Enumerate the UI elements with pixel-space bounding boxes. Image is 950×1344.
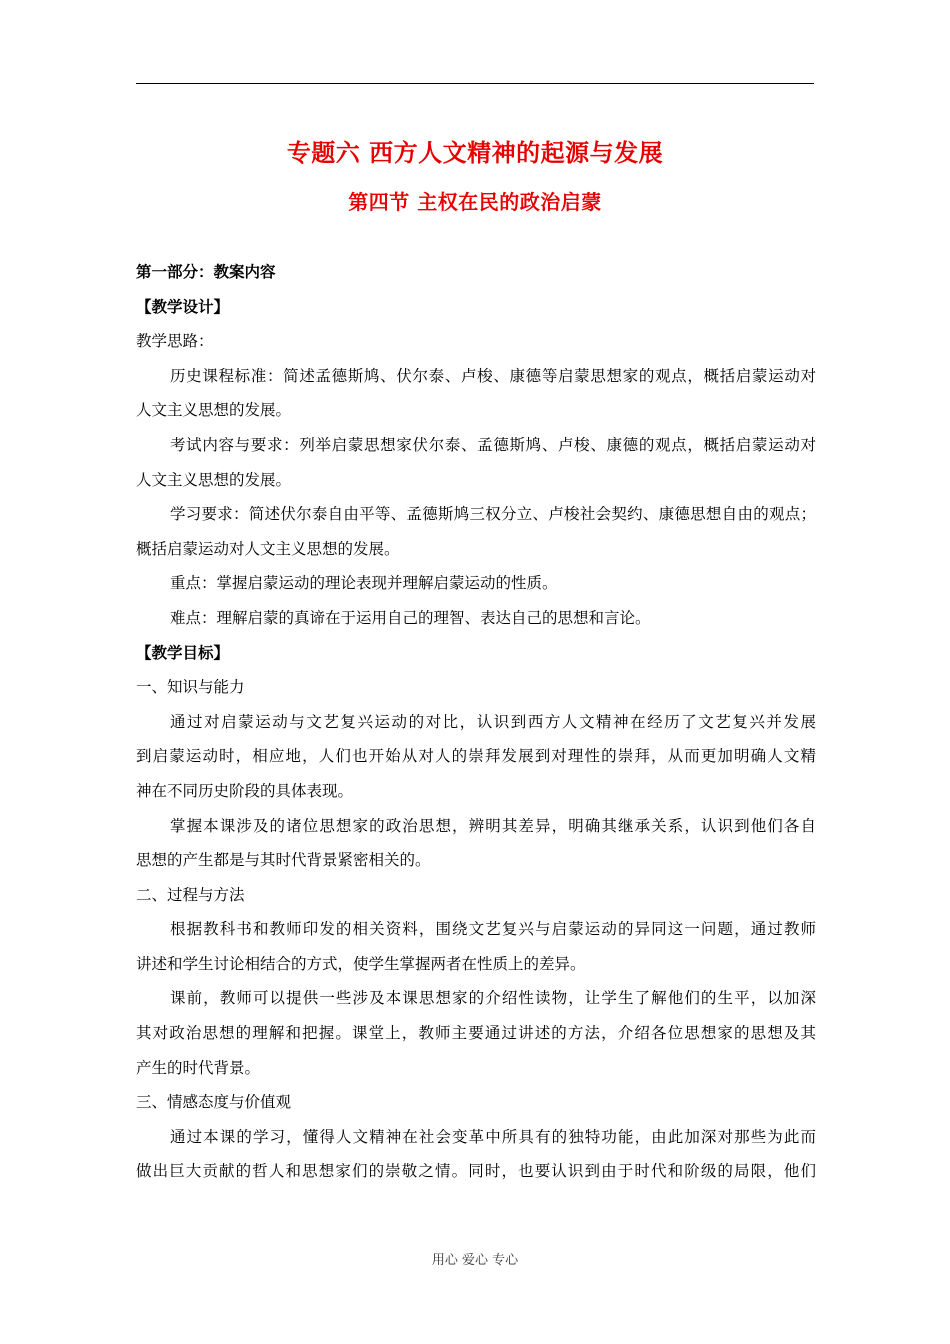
exam-requirement-line: 人文主义思想的发展。 [136, 470, 292, 489]
part-heading: 第一部分：教案内容 [136, 263, 276, 281]
section-title: 第四节 主权在民的政治启蒙 [348, 190, 602, 214]
paragraph-line: 思想的产生都是与其时代背景紧密相关的。 [136, 851, 431, 870]
exam-requirement-line: 考试内容与要求：列举启蒙思想家伏尔泰、孟德斯鸠、卢梭、康德的观点，概括启蒙运动对 [170, 435, 816, 454]
key-point: 重点：掌握启蒙运动的理论表现并理解启蒙运动的性质。 [170, 574, 558, 593]
curriculum-standard-line: 人文主义思想的发展。 [136, 401, 292, 420]
document-title: 专题六 西方人文精神的起源与发展 [286, 139, 664, 167]
paragraph-line: 通过对启蒙运动与文艺复兴运动的对比，认识到西方人文精神在经历了文艺复兴并发展 [170, 712, 816, 731]
section-heading: 三、情感态度与价值观 [136, 1093, 292, 1112]
paragraph-line: 做出巨大贡献的哲人和思想家们的崇敬之情。同时，也要认识到由于时代和阶级的局限，他们 [136, 1162, 816, 1181]
approach-label: 教学思路： [136, 332, 214, 351]
paragraph-line: 产生的时代背景。 [136, 1058, 261, 1077]
difficulty-point: 难点：理解启蒙的真谛在于运用自己的理智、表达自己的思想和言论。 [170, 608, 651, 627]
paragraph-line: 通过本课的学习，懂得人文精神在社会变革中所具有的独特功能，由此加深对那些为此而 [170, 1127, 816, 1146]
study-requirement-line: 学习要求：简述伏尔泰自由平等、孟德斯鸠三权分立、卢梭社会契约、康德思想自由的观点； [170, 505, 816, 524]
paragraph-line: 神在不同历史阶段的具体表现。 [136, 781, 354, 800]
document-body [136, 255, 816, 1189]
paragraph-line: 讲述和学生讨论相结合的方式，使学生掌握两者在性质上的差异。 [136, 954, 586, 973]
section-heading: 二、过程与方法 [136, 885, 245, 904]
header-rule [136, 83, 814, 84]
page-footer: 用心 爱心 专心 [431, 1253, 519, 1268]
paragraph-line: 掌握本课涉及的诸位思想家的政治思想，辨明其差异，明确其继承关系，认识到他们各自 [170, 816, 816, 835]
curriculum-standard-line: 历史课程标准：简述孟德斯鸠、伏尔泰、卢梭、康德等启蒙思想家的观点，概括启蒙运动对 [170, 366, 816, 385]
section-heading: 一、知识与能力 [136, 678, 245, 697]
paragraph-line: 其对政治思想的理解和把握。课堂上，教师主要通过讲述的方法，介绍各位思想家的思想及其 [136, 1024, 816, 1043]
paragraph-line: 课前，教师可以提供一些涉及本课思想家的介绍性读物，让学生了解他们的生平，以加深 [170, 989, 816, 1008]
paragraph-line: 根据教科书和教师印发的相关资料，围绕文艺复兴与启蒙运动的异同这一问题，通过教师 [170, 920, 816, 939]
paragraph-line: 到启蒙运动时，相应地，人们也开始从对人的崇拜发展到对理性的崇拜，从而更加明确人文精 [136, 747, 816, 766]
design-heading: 【教学设计】 [136, 297, 230, 316]
goals-heading: 【教学目标】 [136, 643, 230, 662]
study-requirement-line: 概括启蒙运动对人文主义思想的发展。 [136, 539, 400, 558]
